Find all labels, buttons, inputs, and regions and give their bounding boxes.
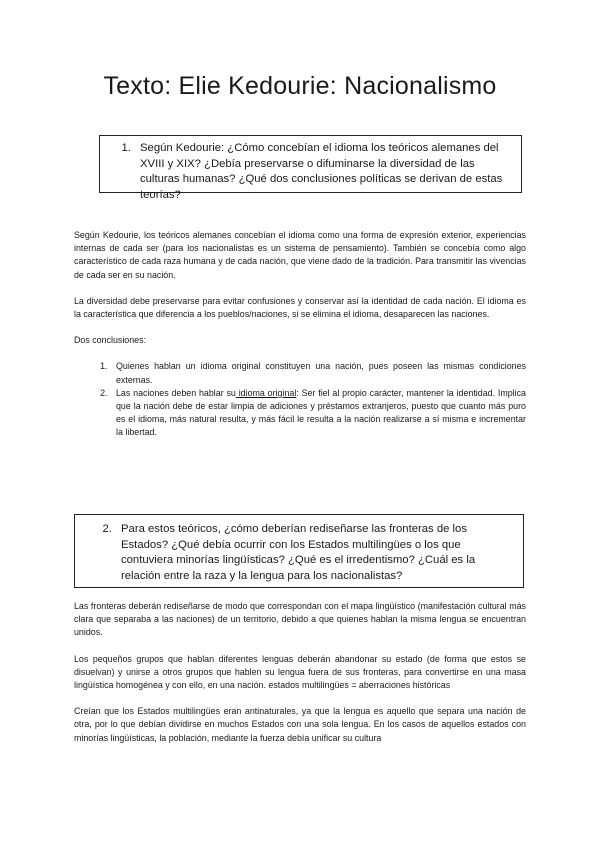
conclusion-2-before: Las naciones deben hablar su <box>116 387 236 398</box>
answer-1-paragraph-1: Según Kedourie, los teóricos alemanes concebían el idioma como una forma de expresión exterior, experiencias internas de cada ser (para los nacionalistas es un sistema de pensamiento). También se concebía como algo característico de cada raza humana y de cada nación, que viene dado de la tradición. Para transmitir las vivencias de cada ser en su nación. <box>74 230 526 280</box>
question-2-list <box>75 522 513 584</box>
question-2-text: 2. Para estos teóricos, ¿cómo deberían rediseñarse las fronteras de los Estados? ¿Qué debía ocurrir con los Estados multilingües o los que contuviera minorías lingüísticas? ¿Qué es el irredentismo? ¿Cuál es la relación entre la raza y la lengua para los nacionalistas? <box>115 522 513 584</box>
answer-2-section <box>74 600 526 758</box>
answer-1-section <box>74 229 526 440</box>
answer-1-paragraph-3: Dos conclusiones: <box>74 335 147 346</box>
question-1-text: 1. Según Kedourie: ¿Cómo concebían el idioma los teóricos alemanes del XVIII y XIX? ¿Debía preservarse o difuminarse la diversidad de las culturas humanas? ¿Qué dos conclusiones políticas se derivan de estas teorías? <box>134 141 511 203</box>
question-2-box <box>74 514 524 588</box>
conclusions-list <box>74 360 526 439</box>
page-title: Texto: Elie Kedourie: Nacionalismo <box>103 72 497 100</box>
question-1-box <box>99 135 522 201</box>
conclusion-item-2 <box>110 387 526 440</box>
conclusion-2-underlined: idioma original <box>235 387 297 398</box>
question-1-list <box>100 141 511 203</box>
answer-2-paragraph-3: Creían que los Estados multilingües eran antinaturales, ya que la lengua es aquello que separa una nación de otra, por lo que debían dividirse en muchos Estados con una sola lengua. En los casos de aquellos estados con minorías lingüísticas, la población, mediante la fuerza debía unificar su cultura <box>74 706 526 743</box>
conclusion-2-after: : Ser fiel al propio carácter, mantener la identidad. Implica que la nación debe de estar limpia de adiciones y préstamos extranjeros, puesto que cuanto más puro es el idioma, más natural resulta, y más fácil le resulta a la nación realizarse a sí misma e incrementar la libertad. <box>116 387 526 438</box>
answer-2-paragraph-2: Los pequeños grupos que hablan diferentes lenguas deberán abandonar su estado (de forma que estos se disuelvan) y unirse a otros grupos que hablen su lengua fuera de sus fronteras, para convertirse en una masa lingüística homogénea y con ello, en una nación. estados multilingües = aberraciones históricas <box>74 653 526 691</box>
conclusion-item-1: 1. Quienes hablan un idioma original constituyen una nación, pues poseen las mismas condiciones externas. <box>110 360 526 386</box>
answer-1-paragraph-2: La diversidad debe preservarse para evitar confusiones y conservar así la identidad de cada nación. El idioma es la característica que diferencia a los pueblos/naciones, si se elimina el idioma, desaparecen las naciones. <box>74 295 526 320</box>
answer-2-paragraph-1: Las fronteras deberán rediseñarse de modo que correspondan con el mapa lingüístico (manifestación cultural más clara que separaba a las naciones) de un territorio, debido a que quienes hablan la misma lengua se encuentran unidos. <box>74 601 526 638</box>
